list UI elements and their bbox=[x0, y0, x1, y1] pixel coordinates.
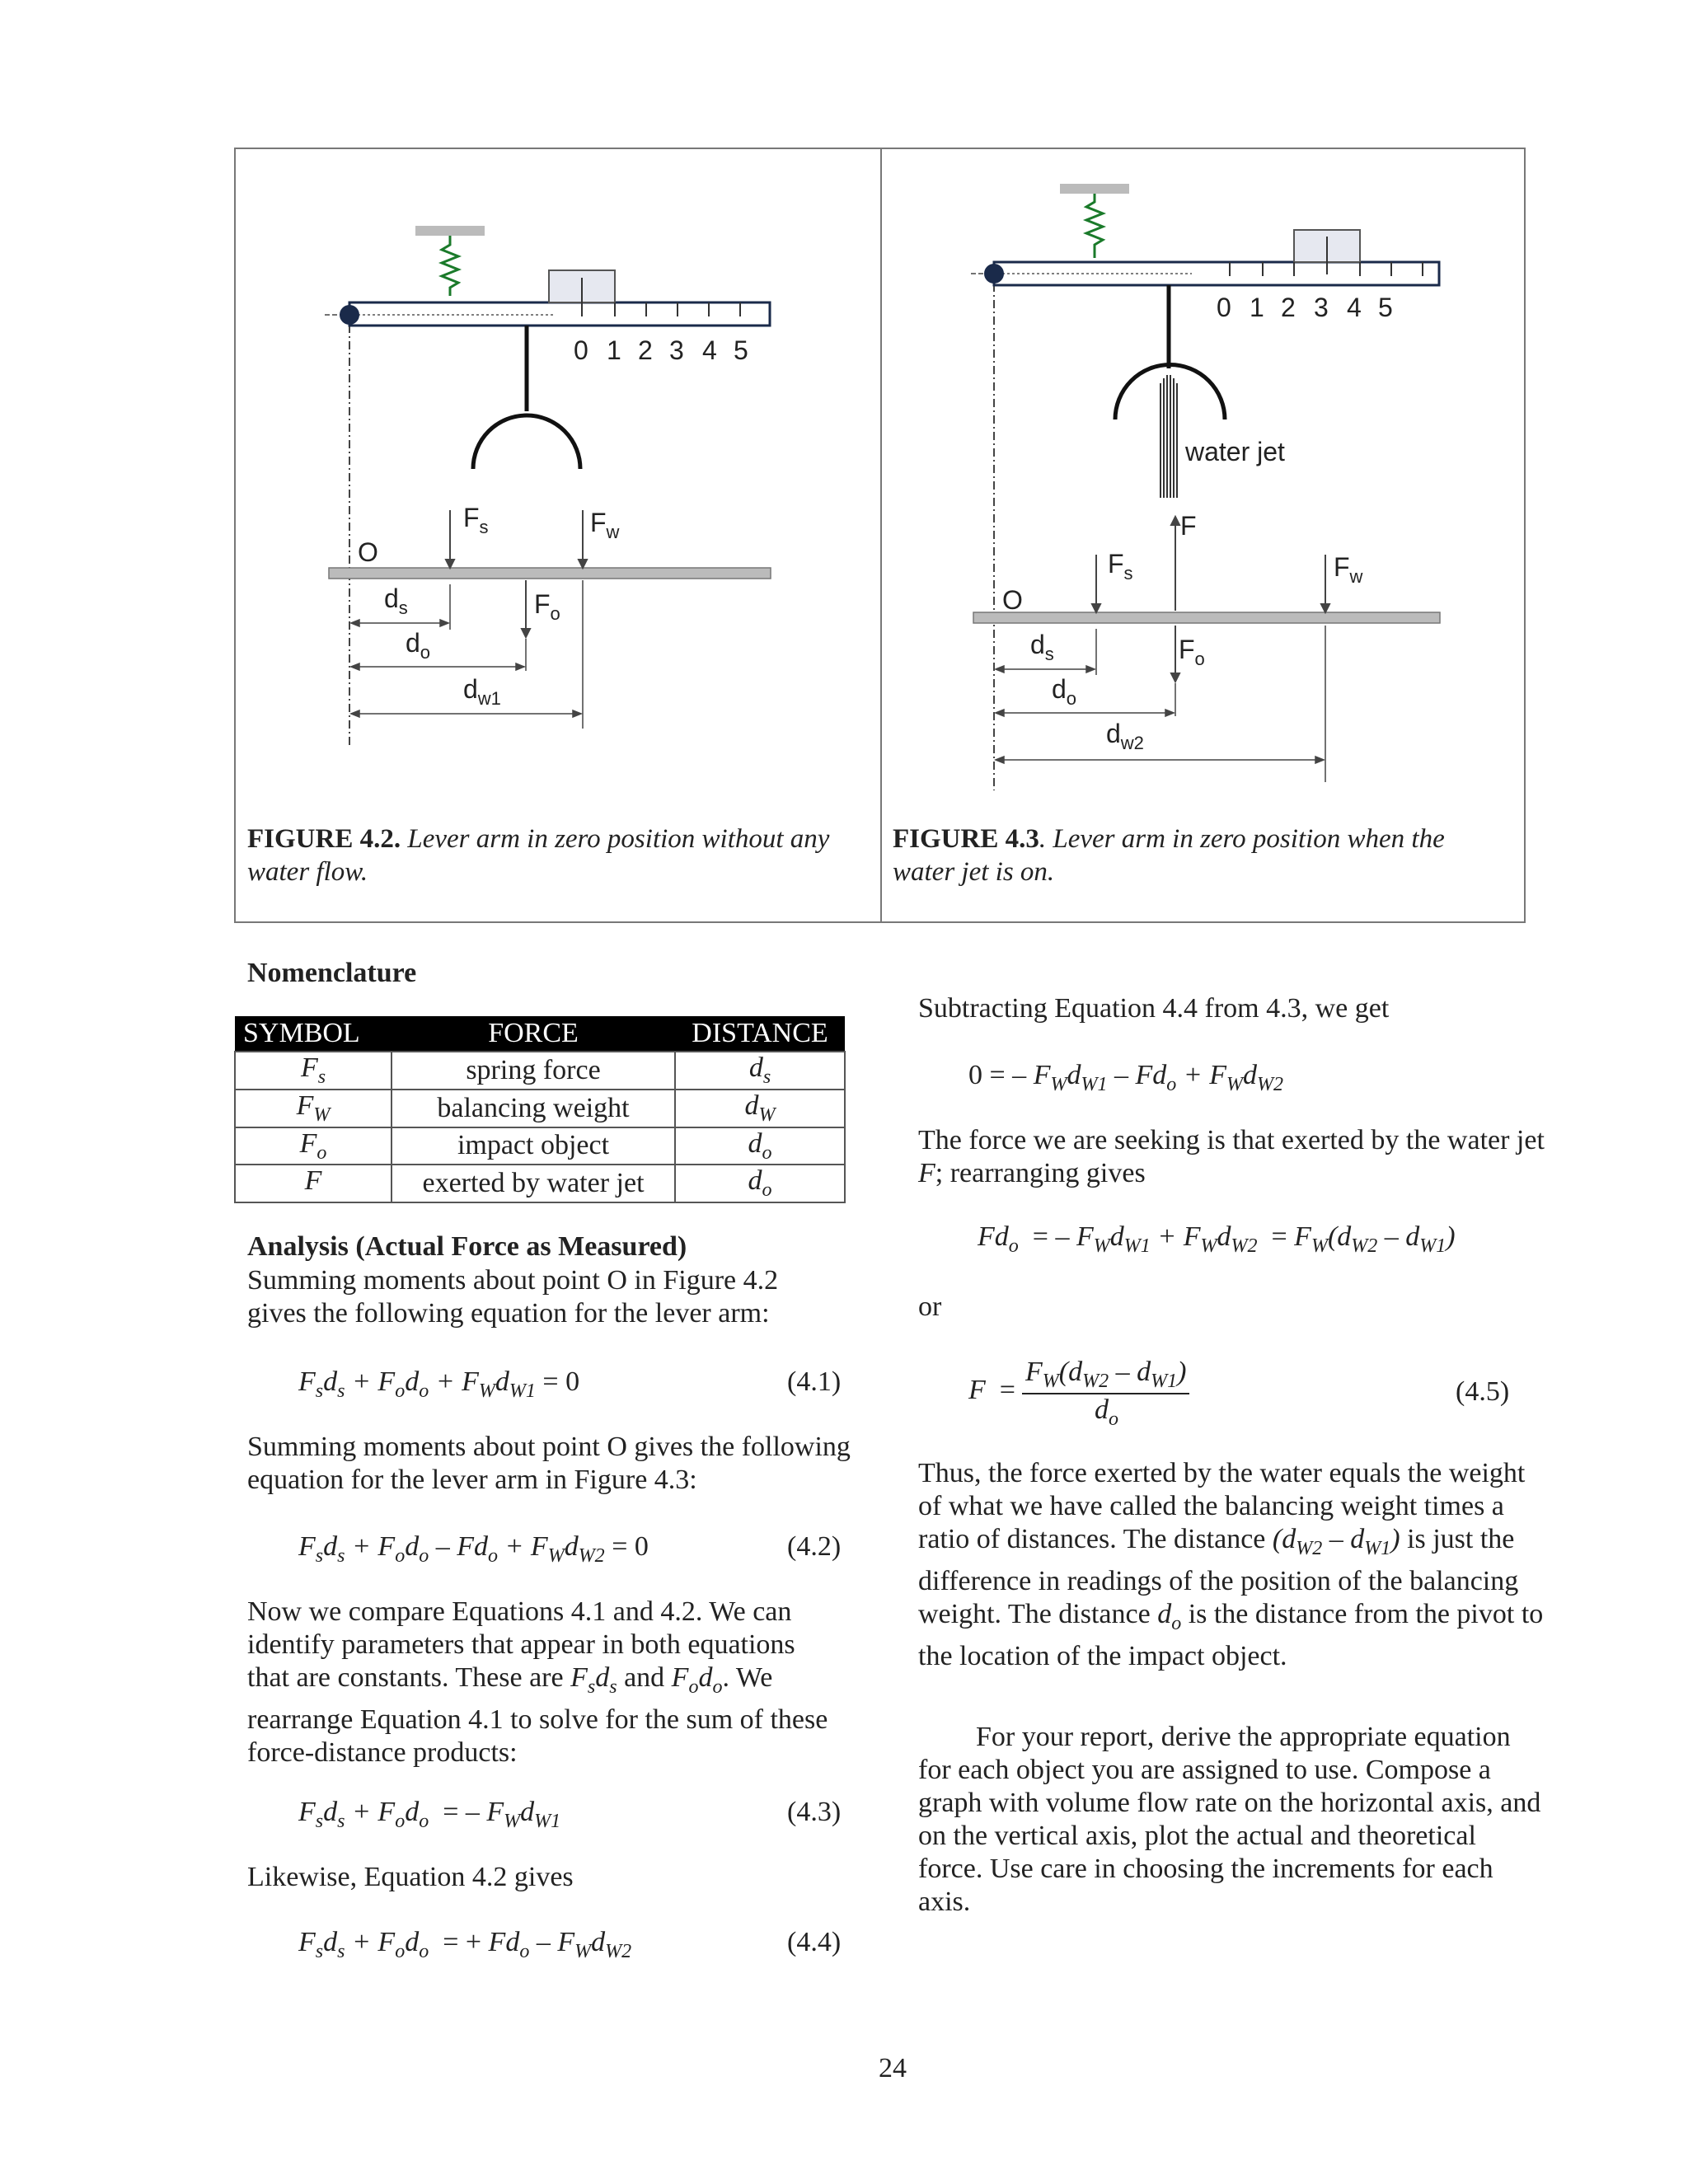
equation-4-5-denominator: $d_o$ bbox=[1095, 1394, 1118, 1430]
f-label: F bbox=[1180, 511, 1197, 541]
table-row bbox=[235, 1165, 845, 1202]
symbol-cell: $F_o$ bbox=[235, 1127, 392, 1165]
equation-4-1: $F_sd_s + F_od_o + F_Wd_{W1} = 0$ bbox=[298, 1366, 580, 1402]
equation-4-3: $F_sd_s + F_od_o$ = – $F_Wd_{W1}$ bbox=[298, 1797, 561, 1832]
pivot bbox=[984, 264, 1004, 284]
scale-label: 3 bbox=[669, 335, 684, 365]
scale-label: 0 bbox=[574, 335, 588, 365]
scale-label: 4 bbox=[702, 335, 717, 365]
distance-cell: $d_W$ bbox=[675, 1090, 845, 1127]
schematic-bar bbox=[973, 612, 1440, 623]
force-cell: spring force bbox=[392, 1052, 675, 1090]
table-header bbox=[235, 1016, 845, 1052]
caption-text: Lever arm in zero position when the water jet is on. bbox=[893, 824, 1445, 887]
page-number: 24 bbox=[879, 2053, 907, 2083]
dw1-label: $d_{w1}$ bbox=[463, 674, 501, 709]
distance-cell: $d_o$ bbox=[675, 1165, 845, 1202]
scale-label: 3 bbox=[1314, 293, 1329, 322]
table-row bbox=[235, 1090, 845, 1127]
point-o-label: O bbox=[358, 537, 378, 567]
force-cell: balancing weight bbox=[392, 1090, 675, 1127]
ds-label: $d_s$ bbox=[384, 583, 408, 618]
scale-ticks bbox=[582, 302, 740, 316]
table-row bbox=[235, 1127, 845, 1165]
analysis-paragraph-4: Likewise, Equation 4.2 gives bbox=[247, 1862, 574, 1892]
fw-label: $F_w$ bbox=[590, 508, 620, 542]
fw-label: $F_w$ bbox=[1334, 552, 1363, 587]
or-text: or bbox=[918, 1291, 942, 1322]
symbol-cell: F bbox=[235, 1165, 392, 1202]
distance-cell: $d_s$ bbox=[675, 1052, 845, 1090]
scale-label: 0 bbox=[1217, 293, 1231, 322]
caption-label: FIGURE 4.3 bbox=[893, 824, 1039, 854]
right-paragraph-2: The force we are seeking is that exerted by the water jet F; rearranging gives bbox=[918, 1125, 1545, 1188]
point-o-label: O bbox=[1002, 585, 1023, 615]
equation-4-2: $F_sd_s + F_od_o - Fd_o + F_Wd_{W2} = 0$ bbox=[298, 1531, 649, 1567]
symbol-cell: $F_s$ bbox=[235, 1052, 392, 1090]
analysis-paragraph-1: Summing moments about point O in Figure 4.2 gives the following equation for the lever arm: bbox=[247, 1265, 779, 1329]
ds-label: $d_s$ bbox=[1030, 630, 1054, 664]
nomenclature-table bbox=[234, 1016, 846, 1203]
spring bbox=[1086, 194, 1103, 258]
water-jet-label: water jet bbox=[1185, 437, 1285, 466]
force-cell: exerted by water jet bbox=[392, 1165, 675, 1202]
impact-object bbox=[473, 415, 580, 469]
lever-arm bbox=[349, 302, 770, 326]
figure-4-3-diagram bbox=[879, 148, 1524, 807]
scale-label: 5 bbox=[1378, 293, 1393, 322]
scale-label: 1 bbox=[1250, 293, 1264, 322]
fs-label: $F_s$ bbox=[463, 503, 489, 537]
fo-label: $F_o$ bbox=[1179, 635, 1205, 669]
header-symbol: SYMBOL bbox=[235, 1016, 392, 1052]
equation-subtraction: 0 = – $F_Wd_{W1} - Fd_o + F_Wd_{W2}$ bbox=[968, 1060, 1283, 1095]
equation-4-5-lhs: F = bbox=[968, 1375, 1015, 1405]
water-jet bbox=[1160, 375, 1177, 498]
scale-label: 2 bbox=[1281, 293, 1296, 322]
spring-mount bbox=[1060, 184, 1129, 194]
dw2-label: $d_{w2}$ bbox=[1106, 719, 1144, 753]
equation-rearranged: $Fd_o$ = – $F_Wd_{W1} + F_Wd_{W2} = F_W(d_{W2} - d_{W1})$ bbox=[978, 1221, 1456, 1257]
do-label: $d_o$ bbox=[1052, 674, 1077, 709]
header-force: FORCE bbox=[392, 1016, 675, 1052]
right-paragraph-4: For your report, derive the appropriate equation for each object you are assigned to use. Compose a graph with volume flow rate on the horizontal axis, and on the vertical axis, plot the actual and theoretical force. Use care in choosing the increments for each axis. bbox=[918, 1722, 1541, 1917]
spring-mount bbox=[415, 226, 485, 236]
nomenclature-heading: Nomenclature bbox=[247, 958, 417, 988]
figure-4-3-caption: FIGURE 4.3. Lever arm in zero position when the water jet is on. bbox=[893, 824, 1445, 887]
equation-number: (4.3) bbox=[787, 1797, 842, 1827]
equation-number: (4.2) bbox=[787, 1531, 842, 1562]
header-distance: DISTANCE bbox=[675, 1016, 845, 1052]
fs-label: $F_s$ bbox=[1108, 549, 1133, 583]
do-label: $d_o$ bbox=[406, 628, 431, 663]
analysis-paragraph-2: Summing moments about point O gives the following equation for the lever arm in Figure 4.3: bbox=[247, 1432, 851, 1495]
fo-label: $F_o$ bbox=[534, 589, 560, 624]
right-paragraph-3: Thus, the force exerted by the water equals the weight of what we have called the balancing weight times a ratio of distances. The distance $(d_{W2} - d_{W1})$ is just the difference in readings of the position of the balancing weight. The distance $d_o$ is the distance from the pivot to the location of the impact object. bbox=[918, 1458, 1544, 1671]
lever-arm bbox=[994, 262, 1439, 285]
scale-label: 5 bbox=[734, 335, 748, 365]
equation-4-5-numerator: $F_W(d_{W2} - d_{W1})$ bbox=[1022, 1357, 1189, 1394]
symbol-cell: $F_W$ bbox=[235, 1090, 392, 1127]
spring bbox=[442, 236, 458, 296]
analysis-heading: Analysis (Actual Force as Measured) bbox=[247, 1231, 687, 1262]
equation-number: (4.1) bbox=[787, 1366, 842, 1397]
scale-label: 2 bbox=[638, 335, 653, 365]
table-row bbox=[235, 1052, 845, 1090]
equation-number: (4.5) bbox=[1456, 1376, 1510, 1407]
analysis-paragraph-3: Now we compare Equations 4.1 and 4.2. We can identify parameters that appear in both equations that are constants. These are $F_sd_s$ and $F_od_o$. We rearrange Equation 4.1 to solve for the sum of these force-distance products: bbox=[247, 1596, 828, 1768]
force-cell: impact object bbox=[392, 1127, 675, 1165]
equation-4-4: $F_sd_s + F_od_o$ = + $Fd_o - F_Wd_{W2}$ bbox=[298, 1927, 632, 1962]
distance-cell: $d_o$ bbox=[675, 1127, 845, 1165]
scale-label: 1 bbox=[607, 335, 621, 365]
schematic-bar bbox=[329, 568, 771, 579]
equation-number: (4.4) bbox=[787, 1927, 842, 1957]
figure-4-2-caption bbox=[247, 823, 849, 888]
caption-label: FIGURE 4.2. bbox=[247, 824, 401, 854]
caption-text: Lever arm in zero position without any water flow. bbox=[247, 824, 830, 887]
pivot bbox=[340, 305, 359, 325]
scale-label: 4 bbox=[1347, 293, 1362, 322]
figure-4-2-diagram bbox=[234, 148, 879, 807]
right-paragraph-1: Subtracting Equation 4.4 from 4.3, we get bbox=[918, 993, 1390, 1024]
